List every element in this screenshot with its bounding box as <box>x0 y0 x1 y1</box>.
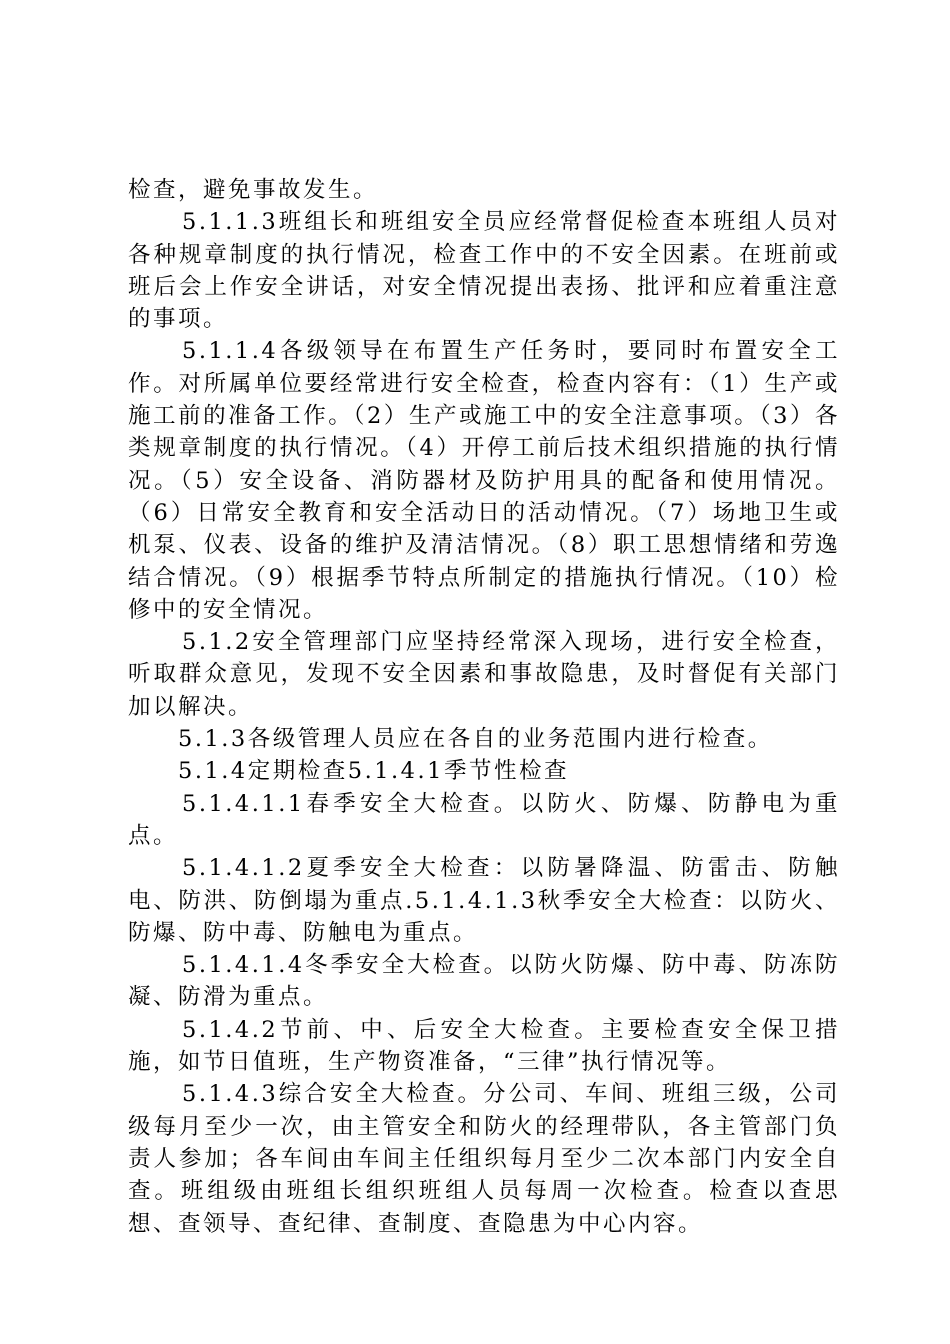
document-body <box>128 174 840 1240</box>
paragraph-5-1-1-4: 5.1.1.4各级领导在布置生产任务时，要同时布置安全工作。对所属单位要经常进行安全检查，检查内容有：（1）生产或施工前的准备工作。（2）生产或施工中的安全注意事项。（3）各类规章制度的执行情况。（4）开停工前后技术组织措施的执行情况。（5）安全设备、消防器材及防护用具的配备和使用情况。（6）日常安全教育和安全活动日的活动情况。（7）场地卫生或机泵、仪表、设备的维护及清洁情况。（8）职工思想情绪和劳逸结合情况。（9）根据季节特点所制定的措施执行情况。（10）检修中的安全情况。 <box>128 338 840 623</box>
paragraph-5-1-4: 5.1.4定期检查5.1.4.1季节性检查 <box>178 758 569 785</box>
paragraph-5-1-4-2: 5.1.4.2节前、中、后安全大检查。主要检查安全保卫措施，如节日值班，生产物资准备，“三律”执行情况等。 <box>128 1016 840 1076</box>
paragraph-5-1-4-1-4: 5.1.4.1.4冬季安全大检查。以防火防爆、防中毒、防冻防凝、防滑为重点。 <box>128 952 840 1011</box>
paragraph-continuation: 检查，避免事故发生。 <box>128 177 379 203</box>
paragraph-5-1-2: 5.1.2安全管理部门应坚持经常深入现场，进行安全检查，听取群众意见，发现不安全因素和事故隐患，及时督促有关部门加以解决。 <box>128 629 840 720</box>
paragraph-5-1-1-3: 5.1.1.3班组长和班组安全员应经常督促检查本班组人员对各种规章制度的执行情况，检查工作中的不安全因素。在班前或班后会上作安全讲话，对安全情况提出表扬、批评和应着重注意的事项。 <box>128 209 840 333</box>
paragraph-5-1-4-1-2: 5.1.4.1.2夏季安全大检查：以防暑降温、防雷击、防触电、防洪、防倒塌为重点.5.1.4.1.3秋季安全大检查：以防火、防爆、防中毒、防触电为重点。 <box>128 855 840 946</box>
paragraph-5-1-3: 5.1.3各级管理人员应在各自的业务范围内进行检查。 <box>178 726 773 753</box>
paragraph-5-1-4-3: 5.1.4.3综合安全大检查。分公司、车间、班组三级，公司级每月至少一次，由主管安全和防火的经理带队，各主管部门负责人参加；各车间由车间主任组织每月至少二次本部门内安全自查。班组级由班组长组织班组人员每周一次检查。检查以查思想、查领导、查纪律、查制度、查隐患为中心内容。 <box>128 1081 840 1237</box>
paragraph-5-1-4-1-1: 5.1.4.1.1春季安全大检查。以防火、防爆、防静电为重点。 <box>128 790 840 849</box>
